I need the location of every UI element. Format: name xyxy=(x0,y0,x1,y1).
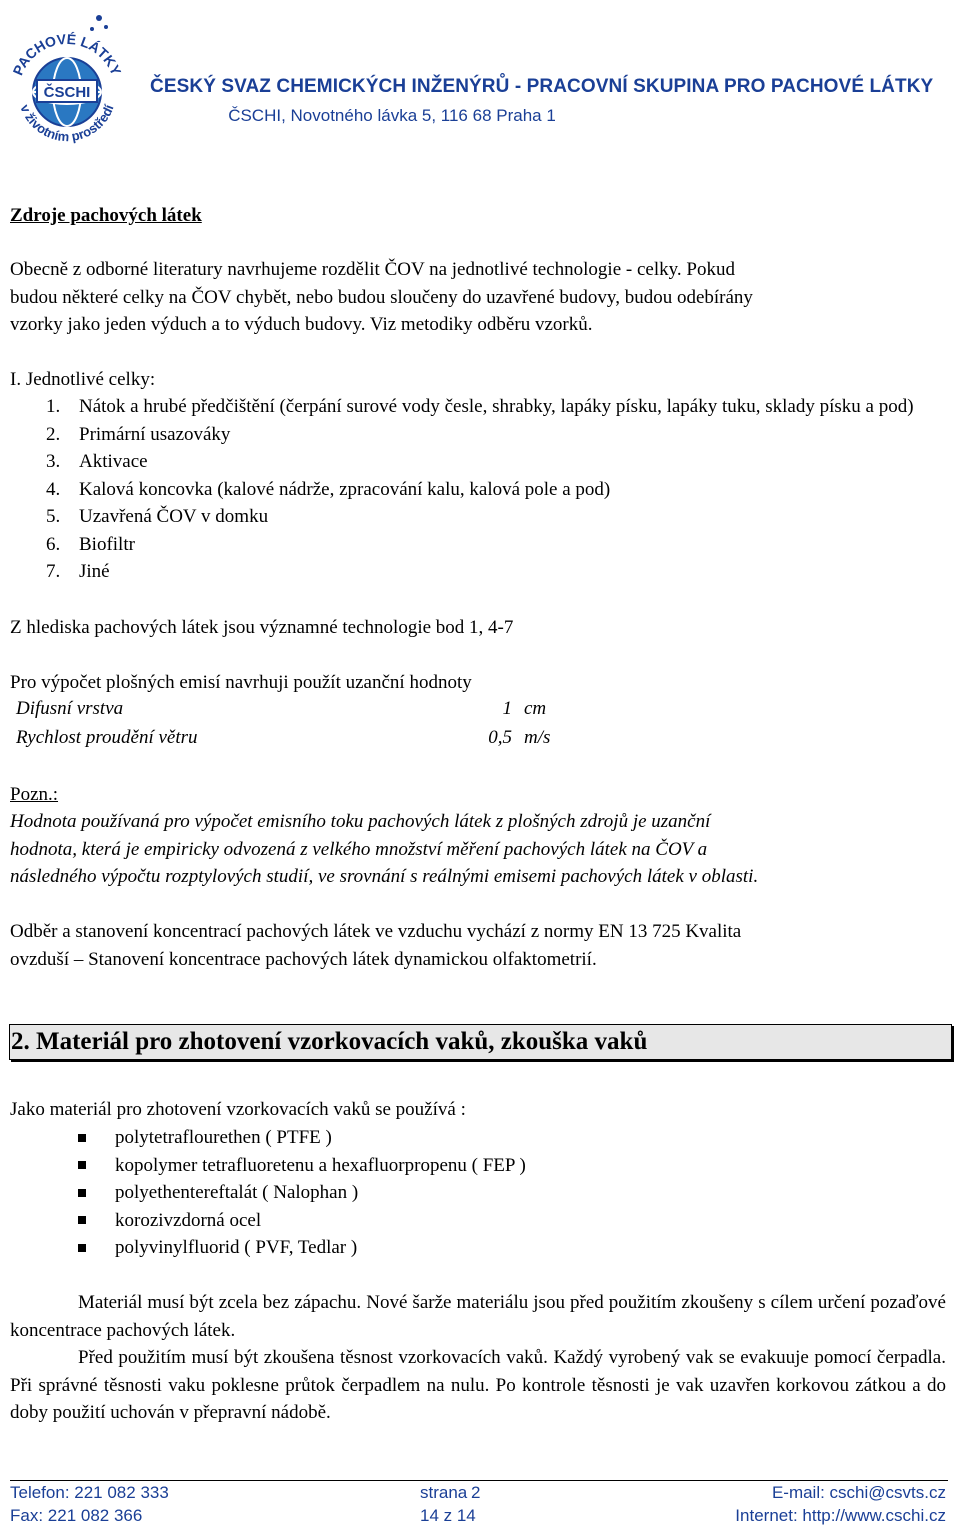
standard-paragraph xyxy=(10,918,741,973)
list-item-number: 6. xyxy=(46,533,61,555)
intro-line: budou některé celky na ČOV chybět, nebo budou sloučeny do uzavřené budovy, budou odebírány xyxy=(10,286,753,308)
logo-ring-bottom-text: v životním prostředí xyxy=(17,102,117,145)
list-item-text: Kalová koncovka (kalové nádrže, zpracování kalu, kalová pole a pod) xyxy=(79,478,611,500)
footer-fax: Fax: 221 082 366 xyxy=(10,1506,143,1525)
organization-logo xyxy=(6,6,128,166)
param-unit: m/s xyxy=(524,727,551,748)
units-list xyxy=(46,393,947,586)
list-item xyxy=(46,558,947,586)
organization-name: ČESKÝ SVAZ CHEMICKÝCH INŽENÝRŮ - PRACOVNÍ SKUPINA PRO PACHOVÉ LÁTKY xyxy=(150,76,934,97)
footer-website: Internet: http://www.cschi.cz xyxy=(735,1506,946,1525)
list-item xyxy=(46,393,947,421)
intro-paragraph xyxy=(10,256,753,339)
section-title: Zdroje pachových látek xyxy=(10,205,202,226)
square-bullet-icon xyxy=(78,1216,86,1224)
page-footer xyxy=(0,1476,960,1532)
note-line: hodnota, která je empiricky odvozená z velkého množství měření pachových látek na ČOV a xyxy=(10,838,708,860)
list-item xyxy=(78,1152,526,1180)
standard-line: ovzduší – Stanovení koncentrace pachových látek dynamickou olfaktometrií. xyxy=(10,948,597,970)
list-item xyxy=(78,1234,526,1262)
section-2-heading-band xyxy=(9,1024,952,1060)
list-item xyxy=(46,448,947,476)
square-bullet-icon xyxy=(78,1134,86,1142)
material-text: kopolymer tetrafluoretenu a hexafluorpropenu ( FEP ) xyxy=(115,1154,526,1176)
list-item xyxy=(46,531,947,559)
materials-intro: Jako materiál pro zhotovení vzorkovacích vaků se používá : xyxy=(10,1099,466,1120)
footer-email: E-mail: cschi@csvts.cz xyxy=(771,1483,946,1502)
list-item-text: Nátok a hrubé předčištění (čerpání surové vody česle, shrabky, lapáky písku, lapáky tuku, sklady písku a pod) xyxy=(79,396,914,417)
square-bullet-icon xyxy=(78,1161,86,1169)
section-2-title: 2. Materiál pro zhotovení vzorkovacích vaků, zkouška vaků xyxy=(11,1028,648,1055)
list-item-number: 5. xyxy=(46,506,61,527)
logo-center-text: ČSCHI xyxy=(43,84,91,101)
note-text xyxy=(10,808,758,891)
square-bullet-icon xyxy=(78,1244,86,1252)
units-heading: I. Jednotlivé celky: xyxy=(10,369,156,390)
paragraph-text: Před použitím musí být zkoušena těsnost vzorkovacích vaků. Každý vyrobený vak se evakuuje pomocí čerpadla. Při správné těsnosti vaku poklesne průtok čerpadlem na nulu. Po kontrole těsnosti je vak uzavřen korkovou zátkou a do doby použití uchován v přepravní nádobě. xyxy=(10,1347,946,1423)
footer-divider xyxy=(10,1480,948,1481)
list-item-number: 1. xyxy=(46,396,61,417)
note-line: následného výpočtu rozptylových studií, ve srovnání s reálnými emisemi pachových látek v oblasti. xyxy=(10,866,759,887)
footer-phone: Telefon: 221 082 333 xyxy=(10,1483,169,1502)
list-item-text: Biofiltr xyxy=(79,533,135,555)
logo-ring-top-text: PACHOVÉ LÁTKY xyxy=(9,30,125,78)
list-item-text: Primární usazováky xyxy=(79,423,231,445)
significant-technologies: Z hlediska pachových látek jsou významné technologie bod 1, 4-7 xyxy=(10,617,514,638)
material-text: polytetraflourethen ( PTFE ) xyxy=(115,1127,332,1148)
list-item-number: 4. xyxy=(46,478,61,500)
param-unit: cm xyxy=(524,698,547,719)
list-item-text: Jiné xyxy=(79,561,110,582)
list-item xyxy=(78,1207,526,1235)
standard-line: Odběr a stanovení koncentrací pachových látek ve vzduchu vychází z normy EN 13 725 Kvalita xyxy=(10,921,742,942)
list-item xyxy=(46,476,947,504)
tightness-paragraph xyxy=(10,1344,946,1427)
material-text: korozivzdorná ocel xyxy=(115,1209,262,1231)
list-item xyxy=(46,421,947,449)
paragraph-text: Materiál musí být zcela bez zápachu. Nové šarže materiálu jsou před použitím zkoušeny s cílem určení pozaďové koncentrace pachových látek. xyxy=(10,1292,946,1341)
param-name: Rychlost proudění větru xyxy=(16,727,198,748)
organization-address: ČSCHI, Novotného lávka 5, 116 68 Praha 1 xyxy=(228,106,556,125)
param-value: 0,5 xyxy=(488,727,512,748)
materials-list xyxy=(78,1124,526,1262)
material-text: polyethentereftalát ( Nalophan ) xyxy=(115,1182,359,1203)
list-item-text: Uzavřená ČOV v domku xyxy=(79,506,269,527)
calculation-intro: Pro výpočet plošných emisí navrhuji použít uzanční hodnoty xyxy=(10,672,472,693)
list-item-number: 3. xyxy=(46,451,61,472)
list-item-number: 2. xyxy=(46,423,61,445)
material-text: polyvinylfluorid ( PVF, Tedlar ) xyxy=(115,1237,358,1258)
note-line: Hodnota používaná pro výpočet emisního toku pachových látek z plošných zdrojů je uzanční xyxy=(10,811,711,832)
list-item xyxy=(46,503,947,531)
footer-page-number: 2 xyxy=(471,1483,481,1502)
param-name: Difusní vrstva xyxy=(16,698,124,719)
list-item xyxy=(78,1124,526,1152)
footer-page-count: 14 z 14 xyxy=(420,1506,476,1525)
list-item xyxy=(78,1179,526,1207)
param-value: 1 xyxy=(502,698,512,719)
footer-page-label: strana xyxy=(420,1483,468,1502)
list-item-text: Aktivace xyxy=(79,451,148,472)
square-bullet-icon xyxy=(78,1189,86,1197)
odor-free-paragraph xyxy=(10,1289,946,1344)
note-label: Pozn.: xyxy=(10,784,59,805)
list-item-number: 7. xyxy=(46,561,61,582)
intro-line: vzorky jako jeden výduch a to výduch budovy. Viz metodiky odběru vzorků. xyxy=(10,314,593,335)
intro-line: Obecně z odborné literatury navrhujeme rozdělit ČOV na jednotlivé technologie - celky. Pokud xyxy=(10,259,735,280)
